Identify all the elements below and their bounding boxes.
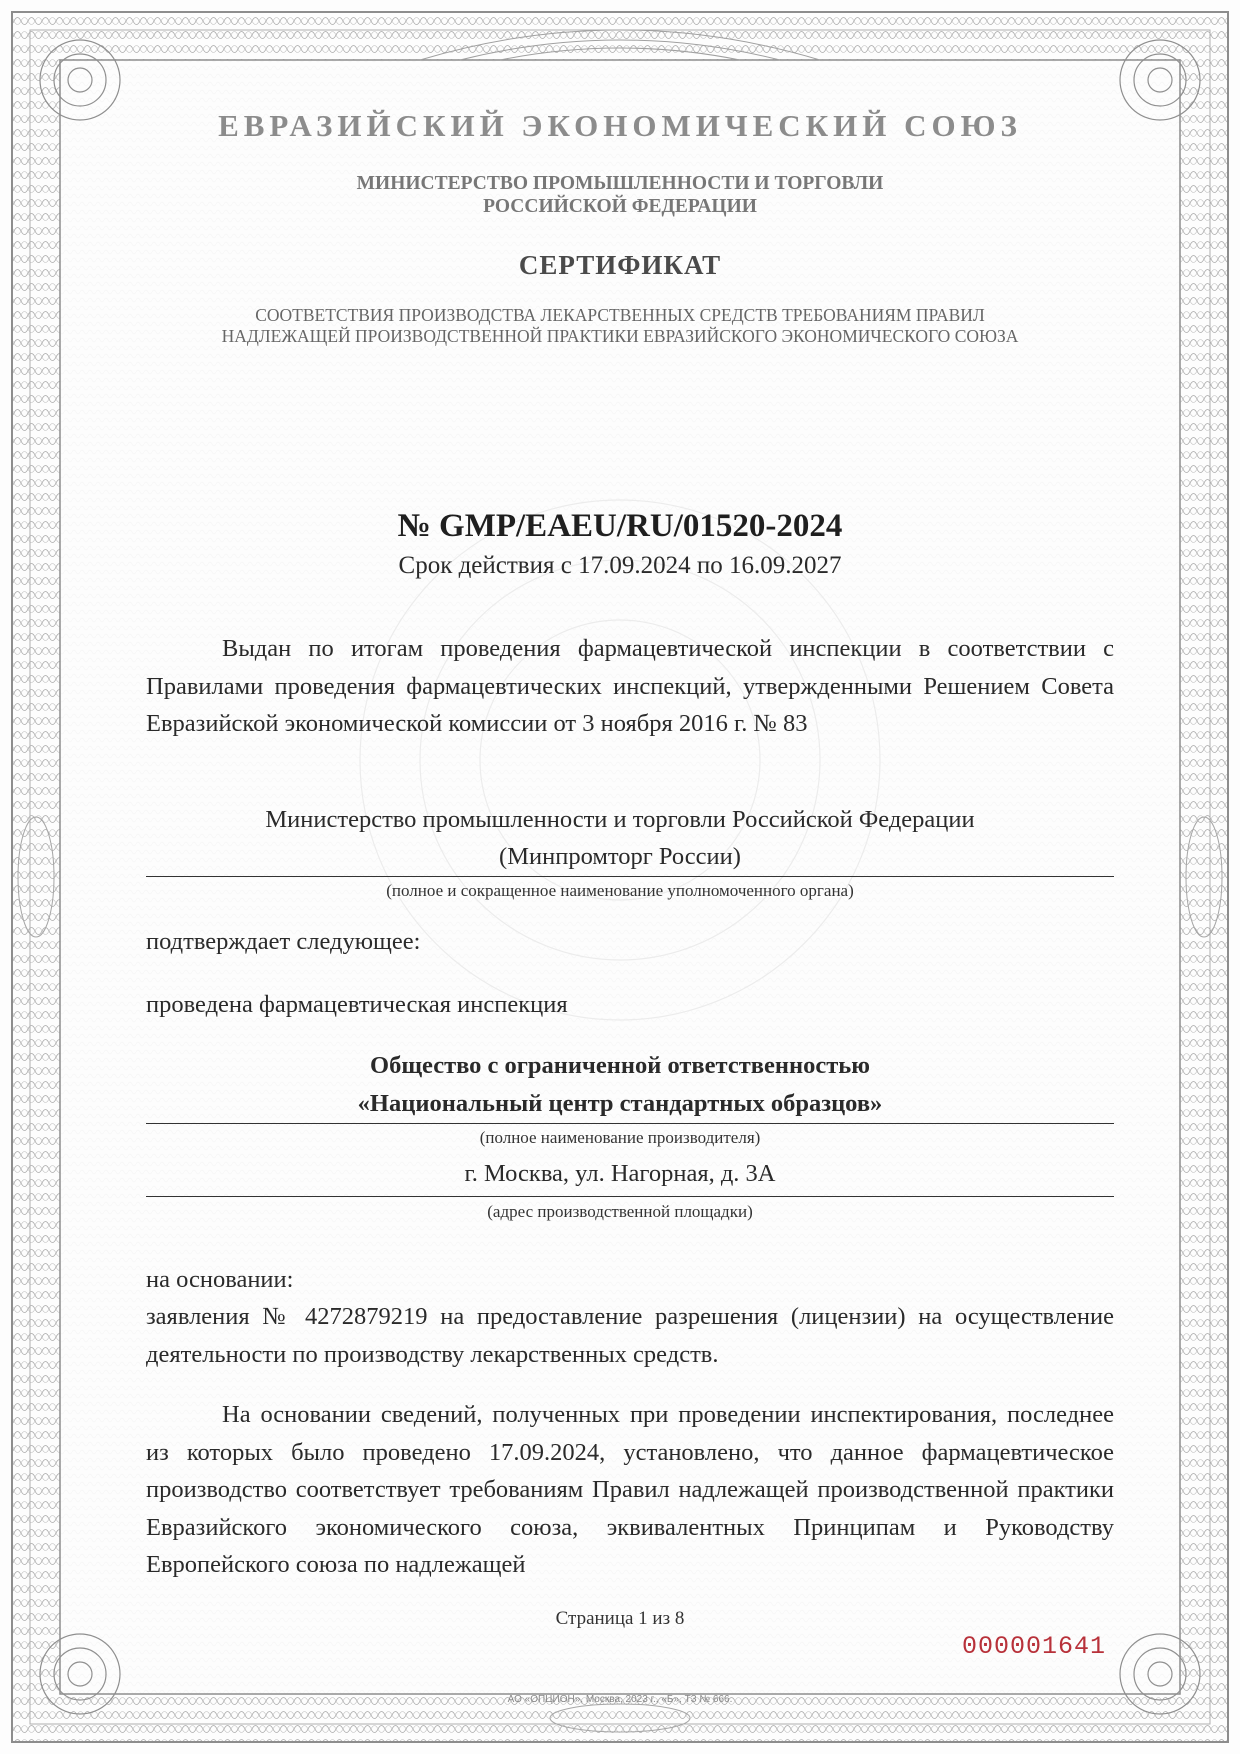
- address-underline: [146, 1196, 1114, 1197]
- manufacturer-underline: [146, 1123, 1114, 1124]
- site-address: г. Москва, ул. Нагорная, д. 3А: [464, 1160, 776, 1187]
- certificate-number: № GMP/EAEU/RU/01520-2024: [397, 508, 843, 544]
- serial-number: 000001641: [962, 1632, 1107, 1661]
- basis-text: заявления № 4272879219 на предоставление разрешения (лицензии) на осуществление деятельности по производству лекарственных средств.: [146, 1303, 1114, 1368]
- subtitle-line-1: СООТВЕТСТВИЯ ПРОИЗВОДСТВА ЛЕКАРСТВЕННЫХ СРЕДСТВ ТРЕБОВАНИЯМ ПРАВИЛ: [255, 305, 985, 325]
- subtitle-line-2: НАДЛЕЖАЩЕЙ ПРОИЗВОДСТВЕННОЙ ПРАКТИКИ ЕВРАЗИЙСКОГО ЭКОНОМИЧЕСКОГО СОЮЗА: [221, 326, 1019, 346]
- manufacturer-caption: (полное наименование производителя): [479, 1128, 761, 1147]
- validity-period: Срок действия с 17.09.2024 по 16.09.2027: [398, 552, 842, 579]
- authority-line-2: (Минпромторг России): [499, 843, 741, 870]
- ministry-line-1: МИНИСТЕРСТВО ПРОМЫШЛЕННОСТИ И ТОРГОВЛИ: [356, 173, 884, 194]
- authority-caption: (полное и сокращенное наименование уполномоченного органа): [386, 881, 854, 900]
- ministry-name: [0, 172, 1240, 218]
- printer-imprint: АО «ОПЦИОН», Москва, 2023 г., «Б», ТЗ № 666.: [507, 1694, 733, 1705]
- manufacturer-line-2: «Национальный центр стандартных образцов»: [357, 1090, 883, 1117]
- basis-label: на основании:: [146, 1266, 294, 1293]
- address-caption: (адрес производственной площадки): [487, 1202, 753, 1221]
- issued-paragraph: Выдан по итогам проведения фармацевтической инспекции в соответствии с Правилами проведения фармацевтических инспекций, утвержденными Решением Совета Евразийской экономической комиссии от 3 ноября 2016 г. № 83: [146, 635, 1114, 737]
- union-header: ЕВРАЗИЙСКИЙ ЭКОНОМИЧЕСКИЙ СОЮЗ: [218, 108, 1022, 143]
- page-number: Страница 1 из 8: [555, 1608, 685, 1629]
- authority-line-1: Министерство промышленности и торговли Российской Федерации: [265, 806, 975, 833]
- conclusion-paragraph: На основании сведений, полученных при проведении инспектирования, последнее из которых было проведено 17.09.2024, установлено, что данное фармацевтическое производство соответствует требованиям Правил надлежащей производственной практики Евразийского экономического союза, эквивалентных Принципам и Руководству Европейского союза по надлежащей: [146, 1401, 1114, 1578]
- document-title: СЕРТИФИКАТ: [518, 250, 722, 280]
- manufacturer-line-1: Общество с ограниченной ответственностью: [370, 1052, 870, 1079]
- inspection-text: проведена фармацевтическая инспекция: [146, 991, 568, 1018]
- authority-underline: [146, 876, 1114, 877]
- ministry-line-2: РОССИЙСКОЙ ФЕДЕРАЦИИ: [483, 196, 757, 217]
- confirms-text: подтверждает следующее:: [146, 928, 421, 955]
- document-subtitle: [0, 305, 1240, 347]
